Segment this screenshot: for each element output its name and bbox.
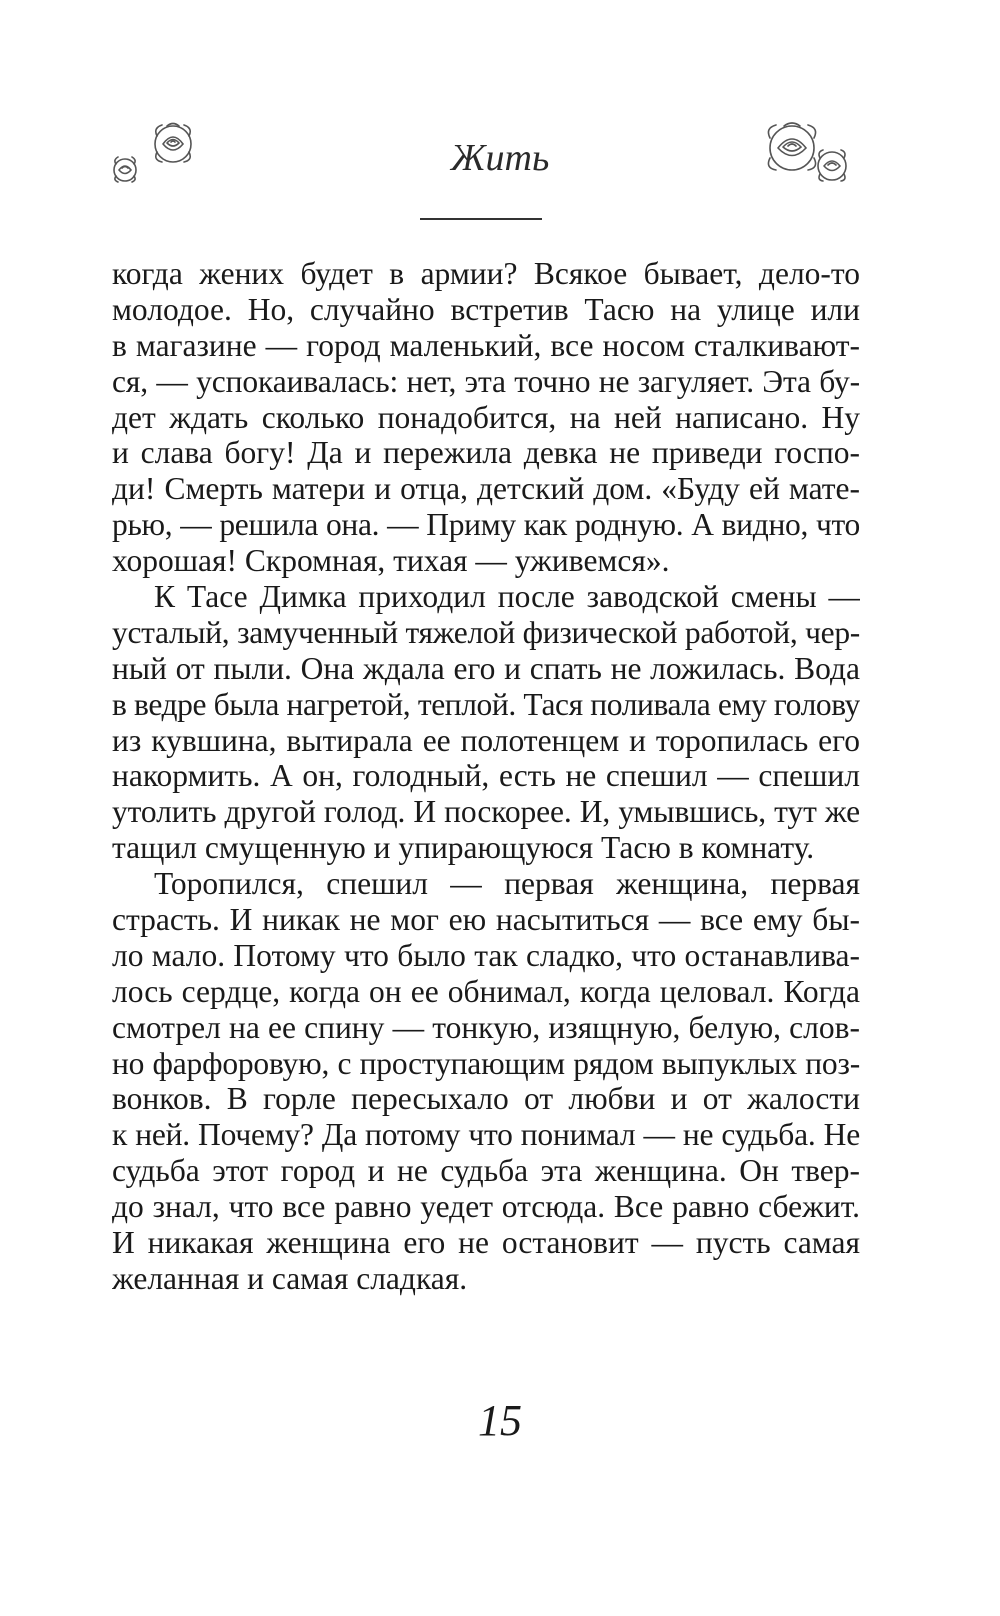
text-line: молодое. Но, случайно встретив Тасю на улице или [112,291,860,327]
text-line: усталый, замученный тяжелой физической работой, чер- [112,614,860,650]
text-line: когда жених будет в армии? Всякое бывает, дело-то [112,256,860,291]
text-line: к ней. Почему? Да потому что понимал — не судьба. Не [112,1117,860,1153]
text-line: ся, — успокаивалась: нет, эта точно не загуляет. Эта бу- [112,363,860,399]
text-line: накормить. А он, голодный, есть не спешил — спешил [112,758,860,794]
text-line: в магазине — город маленький, все носом сталкивают- [112,327,860,363]
text-line: но фарфоровую, с проступающим рядом выпуклых поз- [112,1045,860,1081]
text-line: ло мало. Потому что было так сладко, что останавлива- [112,937,860,973]
text-line: и слава богу! Да и пережила девка не приведи госпо- [112,435,860,471]
text-line: утолить другой голод. И поскорее. И, умывшись, тут же [112,794,860,830]
text-line: судьба этот город и не судьба эта женщина. Он твер- [112,1153,860,1189]
text-line: дет ждать сколько понадобится, на ней написано. Ну [112,399,860,435]
body-text [112,256,860,1297]
text-line: тащил смущенную и упирающуюся Тасю в комнату. [112,830,815,866]
text-line: в ведре была нагретой, теплой. Тася поливала ему голову [112,686,860,722]
text-line: страсть. И никак не мог ею насытиться — все ему бы- [112,902,860,938]
text-line: лось сердце, когда он ее обнимал, когда целовал. Когда [112,973,860,1009]
text-line: И никакая женщина его не остановит — пусть самая [112,1225,860,1261]
text-line: К Тасе Димка приходил после заводской смены — [154,579,860,615]
text-line: смотрел на ее спину — тонкую, изящную, белую, слов- [112,1009,860,1045]
running-head: Жить [450,137,550,179]
text-line: желанная и самая сладкая. [112,1260,468,1296]
head-rule [420,218,542,220]
text-line: вонков. В горле пересыхало от любви и от жалости [112,1081,860,1117]
text-line: ди! Смерть матери и отца, детский дом. «Буду ей мате- [112,471,860,507]
text-line: из кувшина, вытирала ее полотенцем и торопилась его [112,722,860,758]
text-line: Торопился, спешил — первая женщина, первая [154,866,860,902]
page-number: 15 [478,1396,522,1445]
text-line: рью, — решила она. — Приму как родную. А видно, что [112,507,860,543]
text-line: ный от пыли. Она ждала его и спать не ложилась. Вода [112,650,860,686]
text-line: хорошая! Скромная, тихая — уживемся». [112,543,670,579]
text-line: до знал, что все равно уедет отсюда. Все равно сбежит. [112,1189,860,1225]
